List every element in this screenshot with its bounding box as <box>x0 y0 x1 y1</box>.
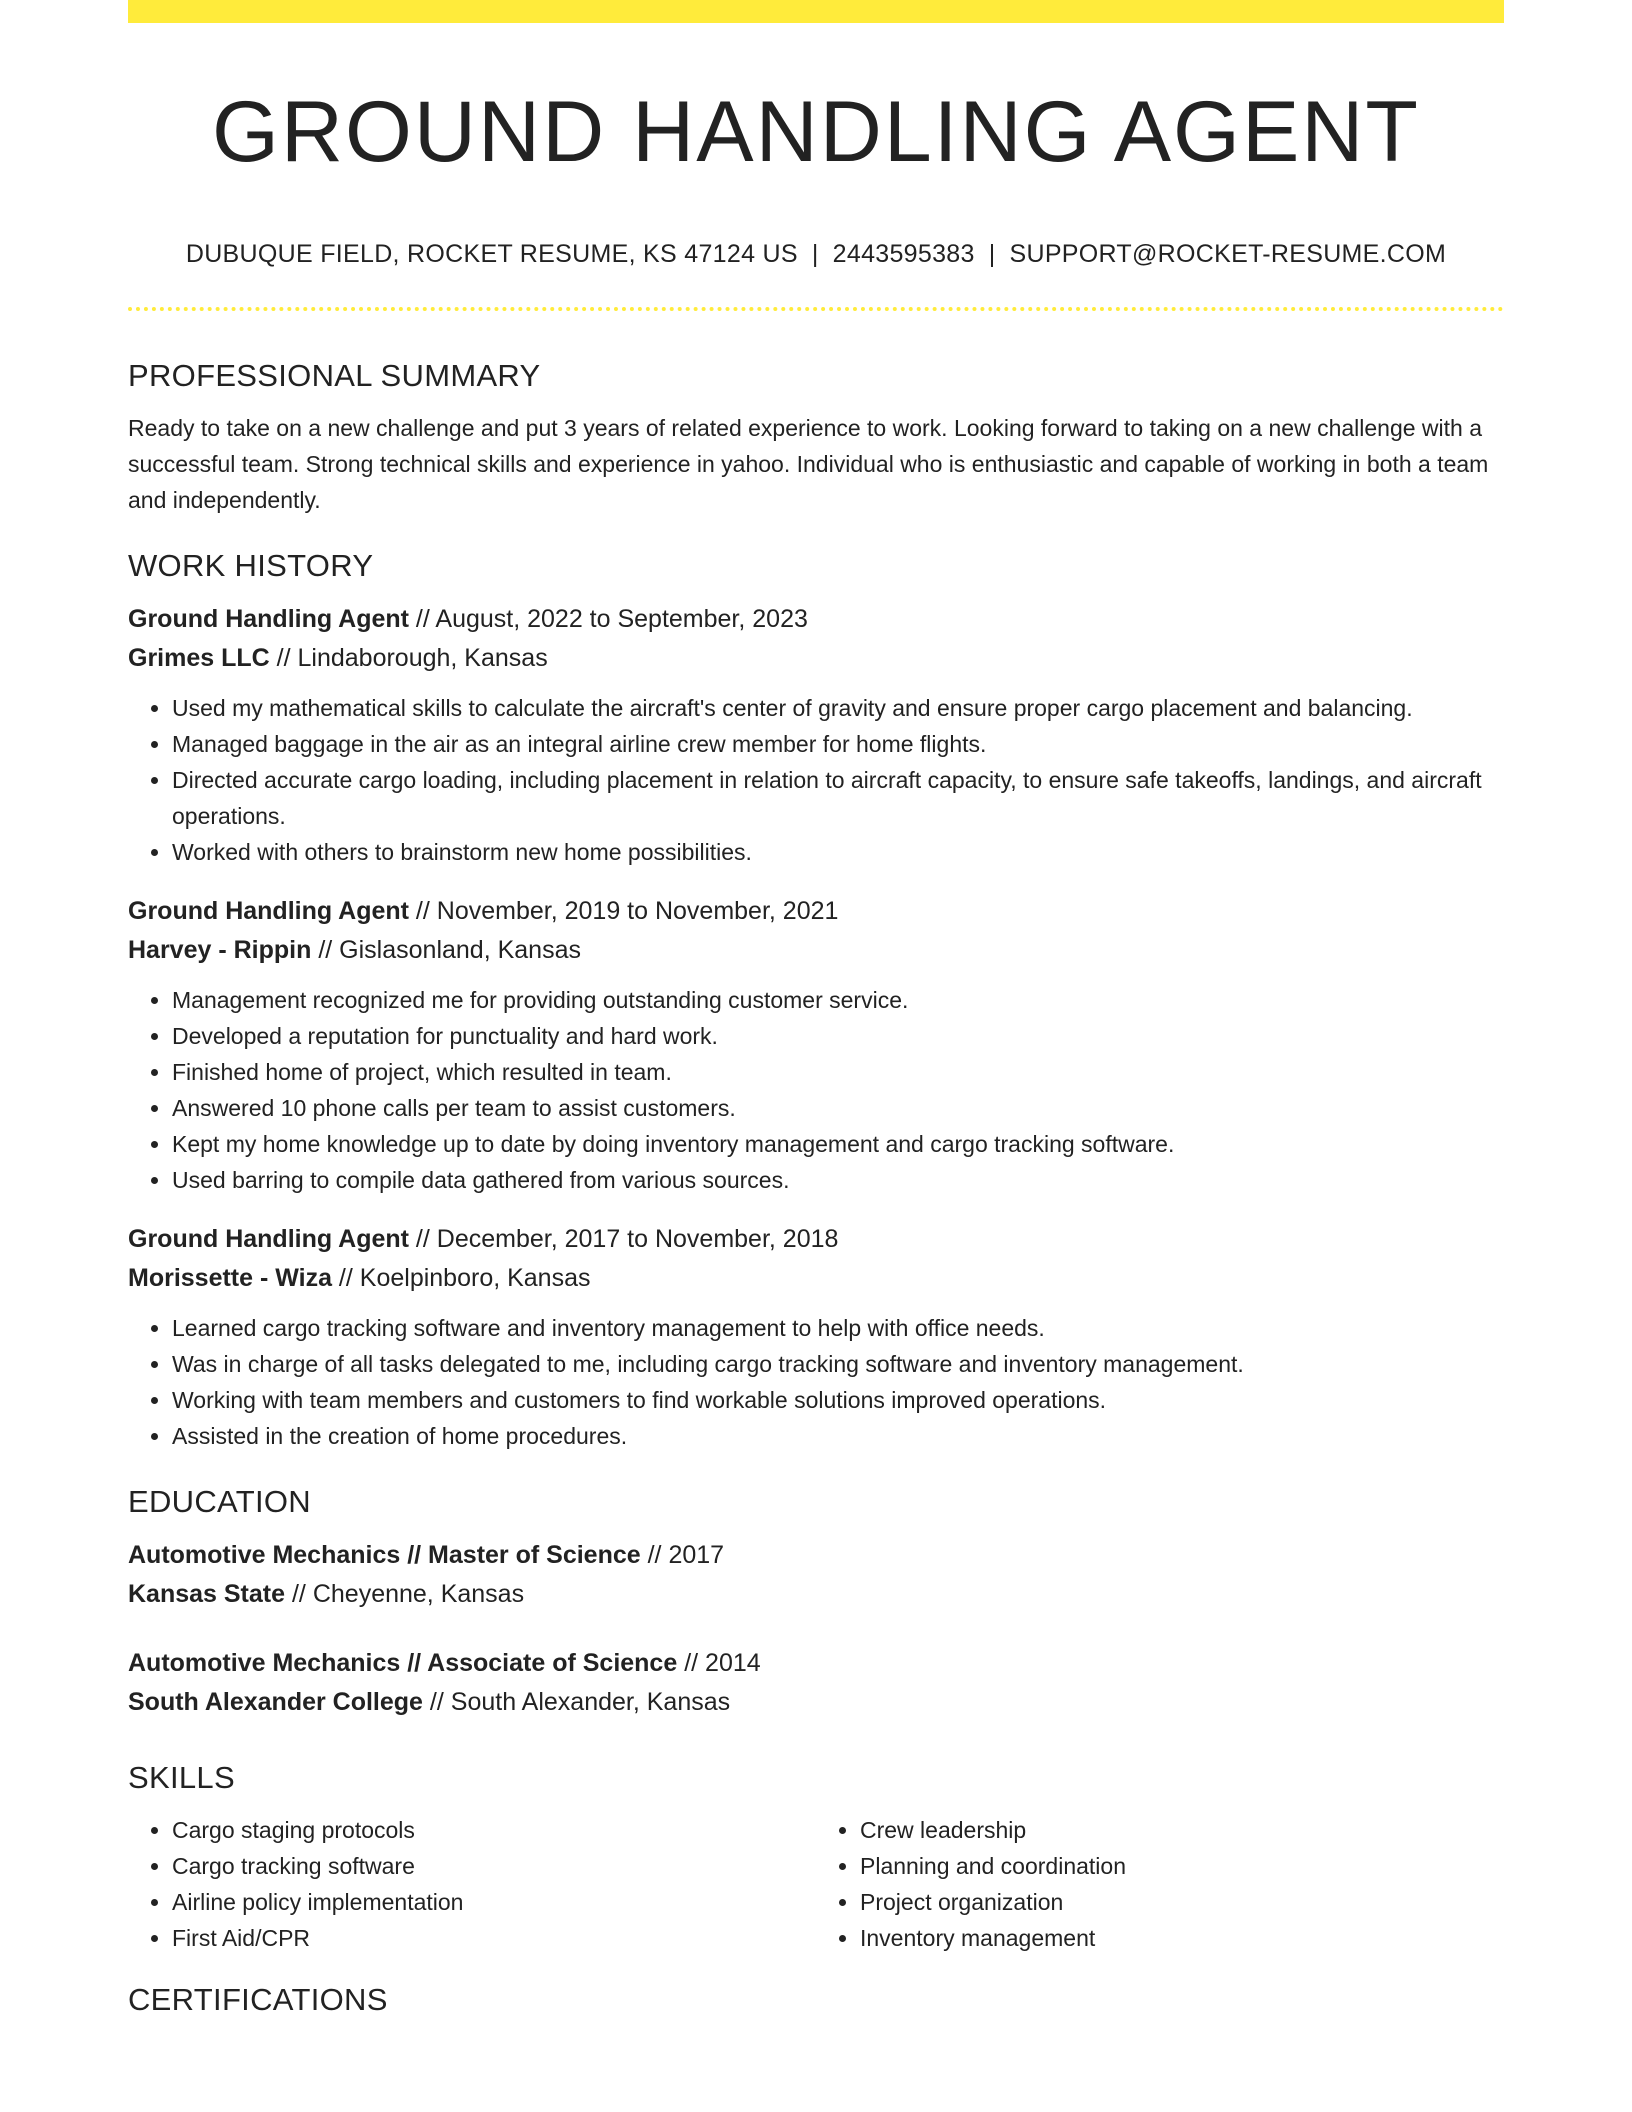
list-item: • Used my mathematical skills to calculate the aircraft's center of gravity and ensure proper cargo placement and balancing. <box>172 690 1504 726</box>
education-year: 2017 <box>668 1541 725 1569</box>
dotted-divider <box>128 307 1504 311</box>
separator: // <box>640 1541 669 1569</box>
section-title-skills: SKILLS <box>128 1760 235 1795</box>
skills-grid <box>128 1812 1504 1956</box>
job-role: Ground Handling Agent <box>128 1225 409 1253</box>
education-school-line <box>128 1683 1504 1722</box>
job-bullets <box>128 1310 1504 1454</box>
job-role: Ground Handling Agent <box>128 605 409 633</box>
education-degree-line <box>128 1644 1504 1683</box>
section-title-certifications: CERTIFICATIONS <box>128 1982 388 2017</box>
job-title-line <box>128 1220 1504 1259</box>
job-bullets <box>128 690 1504 870</box>
job-dates: December, 2017 to November, 2018 <box>436 1225 839 1253</box>
job-company: Morissette - Wiza <box>128 1264 332 1292</box>
job-entry <box>128 1220 1504 1454</box>
list-item: • Assisted in the creation of home procedures. <box>172 1418 1504 1454</box>
skill-item: • Planning and coordination <box>860 1848 1504 1884</box>
education-school-line <box>128 1575 1504 1614</box>
separator: // <box>408 1225 437 1253</box>
contact-line <box>128 236 1504 272</box>
separator: | <box>988 240 996 268</box>
list-item: • Directed accurate cargo loading, including placement in relation to aircraft capacity, to ensure safe takeoffs, landings, and aircraft operations. <box>172 762 1504 834</box>
resume-title: GROUND HANDLING AGENT <box>212 84 1420 180</box>
job-company: Grimes LLC <box>128 644 270 672</box>
skills-column-right <box>816 1812 1504 1956</box>
section-title-education: EDUCATION <box>128 1484 311 1519</box>
education-entry <box>128 1536 1504 1614</box>
section-title-work: WORK HISTORY <box>128 548 374 583</box>
skill-item: • Inventory management <box>860 1920 1504 1956</box>
list-item: • Working with team members and customers to find workable solutions improved operations. <box>172 1382 1504 1418</box>
education-degree: Automotive Mechanics // Associate of Science <box>128 1649 678 1677</box>
job-title-line <box>128 892 1504 931</box>
job-location: Gislasonland, Kansas <box>339 936 581 964</box>
email: SUPPORT@ROCKET-RESUME.COM <box>1009 240 1447 268</box>
job-entry <box>128 892 1504 1198</box>
job-company-line <box>128 1259 1504 1298</box>
separator: // <box>408 605 436 633</box>
job-bullets <box>128 982 1504 1198</box>
education-entry <box>128 1644 1504 1722</box>
list-item: • Worked with others to brainstorm new home possibilities. <box>172 834 1504 870</box>
job-location: Lindaborough, Kansas <box>297 644 548 672</box>
list-item: • Used barring to compile data gathered from various sources. <box>172 1162 1504 1198</box>
education-year: 2014 <box>705 1649 761 1677</box>
list-item: • Learned cargo tracking software and inventory management to help with office needs. <box>172 1310 1504 1346</box>
education-location: Cheyenne, Kansas <box>312 1580 525 1608</box>
skills-column-left <box>128 1812 816 1956</box>
job-title-line <box>128 600 1504 639</box>
education-degree-line <box>128 1536 1504 1575</box>
list-item: • Developed a reputation for punctuality and hard work. <box>172 1018 1504 1054</box>
separator: // <box>311 936 340 964</box>
job-company: Harvey - Rippin <box>128 936 312 964</box>
skill-item: • Crew leadership <box>860 1812 1504 1848</box>
section-title-summary: PROFESSIONAL SUMMARY <box>128 358 541 393</box>
skill-item: • Project organization <box>860 1884 1504 1920</box>
separator: // <box>331 1264 360 1292</box>
summary-text: Ready to take on a new challenge and put 3 years of related experience to work. Looking forward to taking on a new challenge with a successful team. Strong technical skills and experience in yahoo. Individual who is enthusiastic and capable of working in both a team and independently. <box>128 415 1489 513</box>
separator: | <box>811 240 819 268</box>
job-dates: November, 2019 to November, 2021 <box>436 897 839 925</box>
separator: // <box>285 1580 313 1608</box>
list-item: • Was in charge of all tasks delegated to me, including cargo tracking software and inventory management. <box>172 1346 1504 1382</box>
job-entry <box>128 600 1504 870</box>
skill-item: • Airline policy implementation <box>172 1884 816 1920</box>
separator: // <box>269 644 298 672</box>
list-item: • Management recognized me for providing outstanding customer service. <box>172 982 1504 1018</box>
skill-item: • First Aid/CPR <box>172 1920 816 1956</box>
education-school: Kansas State <box>128 1580 286 1608</box>
job-company-line <box>128 931 1504 970</box>
job-dates: August, 2022 to September, 2023 <box>435 605 808 633</box>
separator: // <box>422 1688 451 1716</box>
education-location: South Alexander, Kansas <box>450 1688 731 1716</box>
list-item: • Finished home of project, which resulted in team. <box>172 1054 1504 1090</box>
resume-content <box>128 350 1504 2034</box>
list-item: • Answered 10 phone calls per team to assist customers. <box>172 1090 1504 1126</box>
phone: 2443595383 <box>832 240 975 268</box>
address: DUBUQUE FIELD, ROCKET RESUME, KS 47124 US <box>185 240 798 268</box>
separator: // <box>677 1649 706 1677</box>
list-item: • Managed baggage in the air as an integral airline crew member for home flights. <box>172 726 1504 762</box>
job-company-line <box>128 639 1504 678</box>
list-item: • Kept my home knowledge up to date by doing inventory management and cargo tracking software. <box>172 1126 1504 1162</box>
skill-item: • Cargo staging protocols <box>172 1812 816 1848</box>
skill-item: • Cargo tracking software <box>172 1848 816 1884</box>
job-role: Ground Handling Agent <box>128 897 409 925</box>
education-school: South Alexander College <box>128 1688 423 1716</box>
accent-bar <box>128 0 1504 23</box>
education-degree: Automotive Mechanics // Master of Science <box>128 1541 641 1569</box>
separator: // <box>408 897 437 925</box>
job-location: Koelpinboro, Kansas <box>359 1264 591 1292</box>
